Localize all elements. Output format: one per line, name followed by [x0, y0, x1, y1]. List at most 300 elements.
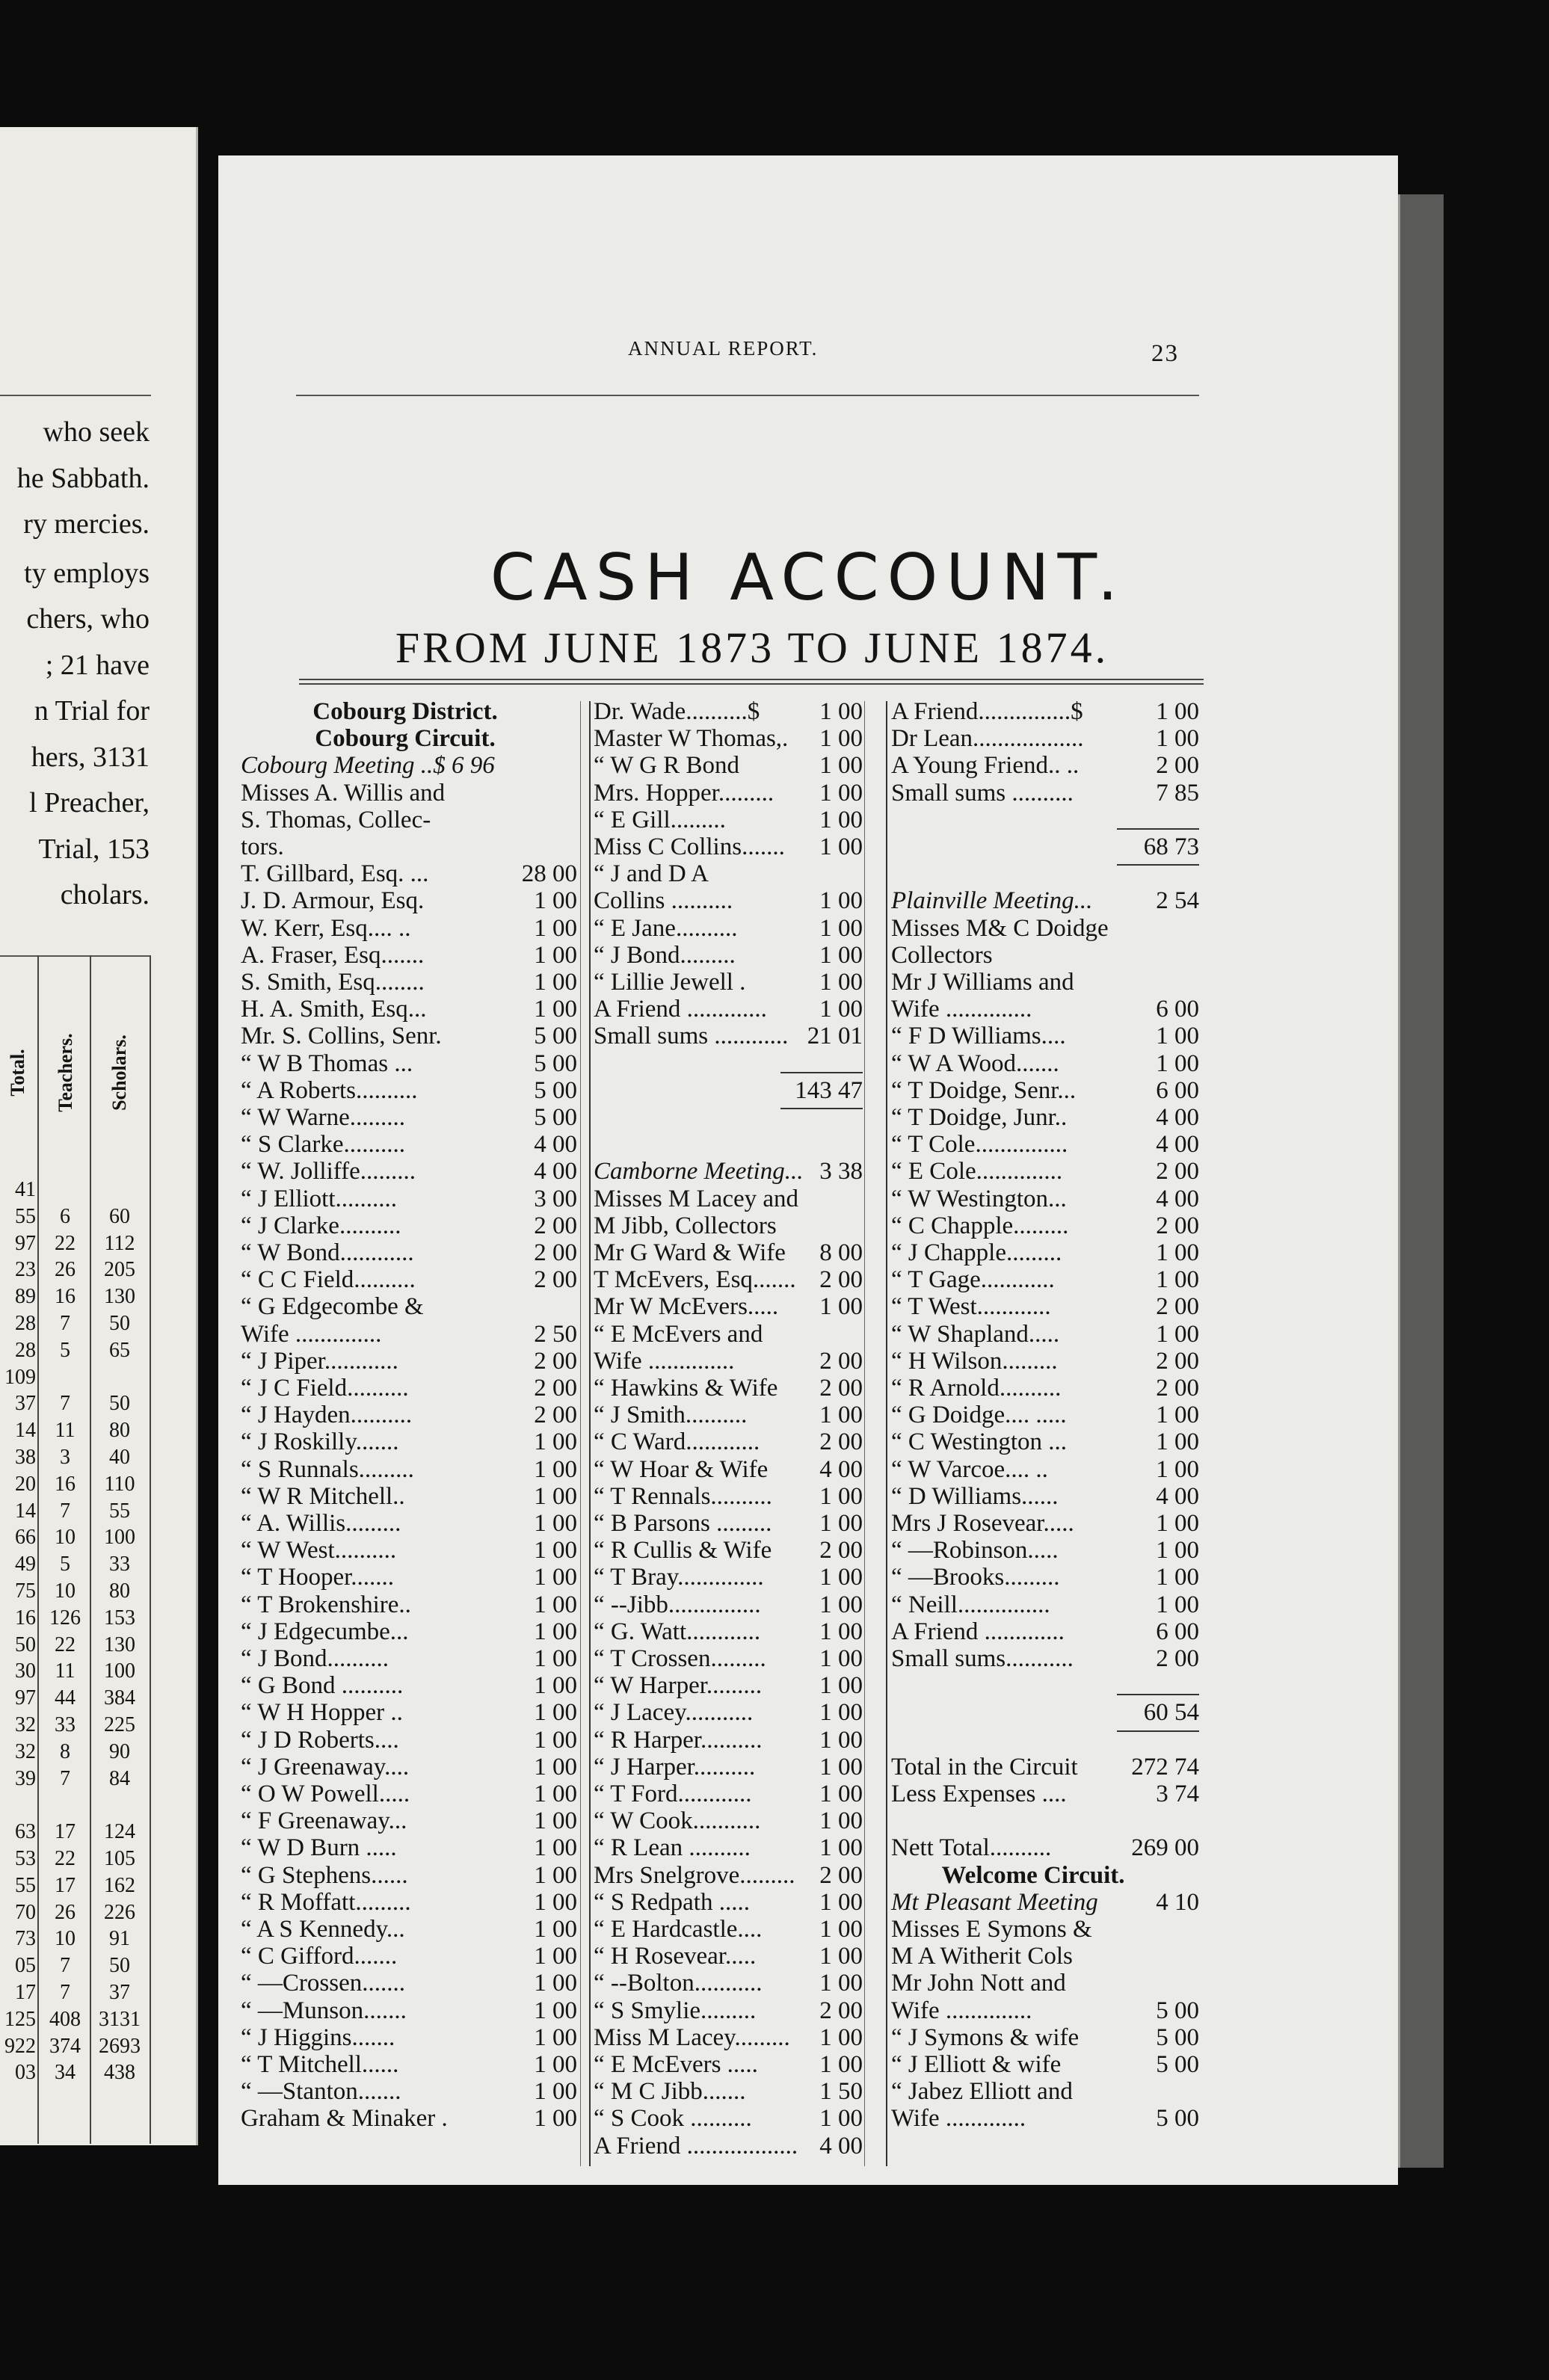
scholars-cell: 84 [109, 1766, 130, 1790]
entry-amount: 5 00 [534, 1023, 577, 1050]
entry-description: “ —Crossen....... [241, 1970, 405, 1997]
scholars-cell: 50 [109, 1392, 130, 1416]
entry-amount: 6 00 [1156, 1076, 1199, 1104]
entry-amount: 4 00 [1156, 1185, 1199, 1212]
entry-amount: 1 00 [534, 2078, 577, 2106]
entry-description: Small sums .......... [891, 779, 1074, 807]
entry-amount: 2 00 [819, 1428, 863, 1456]
entry-description: “ J Lacey........... [594, 1699, 754, 1727]
entry-amount: 1 00 [819, 698, 863, 725]
entry-description: Small sums........... [891, 1645, 1074, 1672]
total-cell: 32 [15, 1739, 36, 1763]
entry-amount: 2 00 [1156, 1645, 1199, 1672]
entry-amount: 269 00 [1131, 1834, 1199, 1862]
total-cell: 30 [15, 1659, 36, 1683]
entry-amount: 1 00 [1156, 1564, 1199, 1591]
entry-description: Wife .............. [891, 1997, 1032, 2024]
ledger-entry [891, 1915, 1199, 1943]
ledger-entry [241, 1780, 577, 1808]
teachers-cell: 44 [55, 1686, 76, 1710]
entry-description: “ T Mitchell...... [241, 2051, 399, 2078]
ledger-entry [594, 1834, 863, 1862]
table-row [0, 1579, 151, 1603]
entry-description: A Friend ............. [594, 996, 767, 1023]
ledger-entry [891, 968, 1199, 996]
ledger-entry [891, 1076, 1199, 1105]
teachers-cell: 11 [55, 1419, 76, 1443]
ledger-entry [241, 1942, 577, 1970]
entry-amount: 7 85 [1156, 779, 1199, 807]
ledger-entry [594, 1888, 863, 1917]
entry-amount: 1 00 [534, 1455, 577, 1483]
ledger-entry [891, 1455, 1199, 1484]
entry-description: “ G Edgecombe & [241, 1293, 424, 1321]
entry-amount: 1 00 [534, 1970, 577, 1997]
scholars-cell: 384 [104, 1686, 135, 1710]
scholars-cell: 2693 [99, 2034, 141, 2058]
entry-description: Mr G Ward & Wife [594, 1239, 786, 1266]
entry-description: “ W Warne......... [241, 1104, 406, 1131]
entry-description: “ W Varcoe.... .. [891, 1455, 1048, 1483]
entry-description: M A Witherit Cols [891, 1943, 1073, 1970]
entry-amount: 1 00 [819, 833, 863, 860]
entry-description: “ R Lean .......... [594, 1834, 751, 1862]
entry-amount: 1 00 [534, 1888, 577, 1916]
entry-description: S. Thomas, Collec- [241, 806, 431, 833]
ledger-entry [241, 1455, 577, 1484]
entry-description: Collins .......... [594, 887, 733, 915]
entry-description: “ W. Jolliffe......... [241, 1158, 416, 1186]
entry-amount: 4 00 [534, 1158, 577, 1186]
entry-description: Mrs. Hopper......... [594, 779, 774, 807]
total-cell: 97 [15, 1231, 36, 1255]
ledger-entry [594, 806, 863, 834]
ledger-entry [594, 1401, 863, 1429]
table-row [0, 1767, 151, 1791]
entry-description: A Young Friend.. .. [891, 752, 1080, 780]
scholars-cell: 124 [104, 1820, 135, 1844]
entry-description: “ J Hayden.......... [241, 1402, 413, 1429]
entry-amount: 1 00 [534, 1943, 577, 1970]
entry-description: “ S Runnals......... [241, 1455, 414, 1483]
entry-amount: 4 00 [1156, 1131, 1199, 1159]
entry-amount: 2 00 [819, 1266, 863, 1294]
ledger-entry [891, 1022, 1199, 1050]
ledger-entry [241, 779, 577, 807]
scholars-cell: 80 [109, 1579, 130, 1603]
previous-page-rule [0, 395, 151, 396]
ledger-entry [241, 1563, 577, 1591]
ledger-entry [594, 1618, 863, 1646]
ledger-entry [241, 1374, 577, 1402]
ledger-entry [594, 1292, 863, 1321]
entry-description: tors. [241, 833, 284, 860]
entry-amount: 4 00 [1156, 1482, 1199, 1510]
entry-amount: 1 00 [1156, 1510, 1199, 1537]
entry-description: Collectors [891, 941, 993, 969]
teachers-cell: 26 [55, 1900, 76, 1924]
ledger-entry [594, 1212, 863, 1240]
entry-description: Mt Pleasant Meeting [891, 1888, 1098, 1916]
entry-description: “ --Jibb............... [594, 1591, 761, 1618]
ledger-entry [891, 1320, 1199, 1348]
ledger-entry [241, 1753, 577, 1781]
entry-description: “ C Ward............ [594, 1428, 760, 1456]
page-edge [1398, 194, 1444, 2168]
table-row [0, 1954, 151, 1978]
entry-amount: 1 00 [534, 1564, 577, 1591]
previous-page [0, 127, 198, 2145]
entry-amount: 1 00 [534, 996, 577, 1023]
total-cell: 97 [15, 1686, 36, 1710]
entry-amount: 1 00 [534, 1753, 577, 1781]
table-row [0, 1205, 151, 1229]
entry-amount: 2 00 [534, 1239, 577, 1266]
entry-amount: 1 00 [819, 1672, 863, 1700]
teachers-cell: 5 [60, 1338, 70, 1362]
ledger-entry [241, 860, 577, 888]
entry-amount: 3 00 [534, 1185, 577, 1212]
ledger-entry [891, 1807, 1199, 1835]
scholars-cell: 90 [109, 1739, 130, 1763]
ledger-entry [594, 995, 863, 1023]
ledger-entry [241, 1997, 577, 2025]
entry-amount: 1 00 [534, 1482, 577, 1510]
entry-description: W. Kerr, Esq.... .. [241, 914, 411, 942]
entry-description: “ J and D A [594, 860, 709, 888]
ledger-entry [241, 914, 577, 943]
entry-description: A. Fraser, Esq....... [241, 941, 425, 969]
entry-description: “ —Stanton....... [241, 2078, 401, 2106]
ledger-entry [891, 1644, 1199, 1673]
entry-amount: 272 74 [1131, 1753, 1199, 1781]
entry-description: “ T Cole............... [891, 1131, 1068, 1159]
entry-amount: 1 00 [1156, 1266, 1199, 1294]
ledger-entry [241, 1671, 577, 1700]
entry-description: “ W B Thomas ... [241, 1049, 413, 1077]
scholars-cell: 225 [104, 1713, 135, 1736]
entry-amount: 1 00 [819, 2023, 863, 2051]
running-head: ANNUAL REPORT. [628, 337, 819, 360]
table-row [0, 1740, 151, 1764]
ledger-entry [594, 1022, 863, 1050]
table-row [0, 1499, 151, 1523]
entry-description: “ W H Hopper .. [241, 1699, 403, 1727]
entry-amount: 5 00 [1156, 2023, 1199, 2051]
entry-description: Total in the Circuit [891, 1753, 1078, 1781]
ledger-entry [891, 1103, 1199, 1132]
table-row [0, 2035, 151, 2059]
entry-amount: 1 00 [819, 1482, 863, 1510]
entry-description: Mrs Snelgrove......... [594, 1861, 795, 1889]
entry-description: “ J Chapple......... [891, 1239, 1062, 1266]
scholars-cell: 100 [104, 1526, 135, 1550]
ledger-entry [891, 1157, 1199, 1186]
teachers-cell: 408 [49, 2007, 81, 2031]
table-row [0, 1874, 151, 1898]
table-row [0, 1847, 151, 1871]
column-header-total: Total. [7, 1049, 28, 1097]
entry-description: “ H Rosevear..... [594, 1943, 757, 1970]
entry-description: “ W Shapland..... [891, 1320, 1060, 1348]
entry-description: “ --Bolton........... [594, 1970, 763, 1997]
entry-description: Cobourg Meeting ..$ 6 96 [241, 752, 495, 780]
title-rule [299, 679, 1204, 680]
entry-amount: 1 00 [534, 1699, 577, 1727]
entry-description: “ F Greenaway... [241, 1807, 407, 1835]
prose-line: hers, 3131 [31, 741, 150, 773]
teachers-cell: 22 [55, 1633, 76, 1656]
ledger-entry [891, 1265, 1199, 1294]
ledger-entry [891, 1726, 1199, 1754]
teachers-cell: 126 [49, 1606, 81, 1630]
teachers-cell: 8 [60, 1739, 70, 1763]
entry-description: “ M C Jibb....... [594, 2078, 746, 2106]
page [218, 155, 1398, 2185]
total-cell: 03 [15, 2061, 36, 2085]
entry-amount: 1 00 [1156, 1402, 1199, 1429]
total-cell: 55 [15, 1873, 36, 1897]
entry-amount: 1 00 [534, 1645, 577, 1672]
entry-description: Mr John Nott and [891, 1970, 1066, 1997]
entry-description: Wife .............. [891, 996, 1032, 1023]
entry-description: Dr Lean.................. [891, 725, 1084, 753]
ledger-entry [594, 833, 863, 861]
table-row [0, 1820, 151, 1844]
table-row [0, 1366, 151, 1390]
ledger-entry [241, 1103, 577, 1132]
teachers-cell: 7 [60, 1954, 70, 1978]
entry-amount: 3 38 [819, 1158, 863, 1186]
ledger-entry [891, 1292, 1199, 1321]
entry-amount: 6 00 [1156, 996, 1199, 1023]
entry-description: “ W West.......... [241, 1537, 397, 1564]
entry-description: “ J D Roberts.... [241, 1726, 399, 1754]
entry-amount: 4 00 [1156, 1104, 1199, 1131]
ledger-entry [891, 751, 1199, 780]
entry-description: “ Hawkins & Wife [594, 1375, 778, 1402]
table-row [0, 1686, 151, 1710]
ledger-entry [241, 1212, 577, 1240]
prose-line: ry mercies. [23, 508, 150, 540]
teachers-cell: 16 [55, 1285, 76, 1309]
scholars-cell: 3131 [99, 2007, 141, 2031]
ledger-entry [594, 1265, 863, 1294]
prose-line: chers, who [26, 603, 150, 635]
ledger-entry [241, 1644, 577, 1673]
ledger-entry [594, 779, 863, 807]
entry-amount: 2 00 [534, 1212, 577, 1239]
teachers-cell: 374 [49, 2034, 81, 2058]
entry-description: Nett Total.......... [891, 1834, 1052, 1862]
teachers-cell: 10 [55, 1927, 76, 1951]
subtotal-rule [1117, 828, 1199, 830]
column-divider [886, 701, 887, 2166]
ledger-entry [241, 724, 577, 753]
entry-description: “ T Brokenshire.. [241, 1591, 411, 1618]
ledger-entry [241, 1292, 577, 1321]
ledger-entry [594, 1428, 863, 1456]
entry-amount: 1 00 [534, 887, 577, 915]
entry-description: “ J Elliott.......... [241, 1185, 397, 1212]
entry-description: Miss M Lacey......... [594, 2023, 790, 2051]
entry-description: “ J Roskilly....... [241, 1428, 399, 1456]
ledger-entry [891, 1618, 1199, 1646]
scholars-cell: 112 [104, 1231, 135, 1255]
ledger-entry [594, 1455, 863, 1484]
ledger-entry [594, 1347, 863, 1375]
entry-amount: 1 00 [534, 1834, 577, 1862]
entry-amount: 2 00 [1156, 1375, 1199, 1402]
entry-description: “ H Wilson......... [891, 1347, 1058, 1375]
total-cell: 17 [15, 1981, 36, 2004]
ledger-entry [594, 697, 863, 726]
entry-description: “ E Gill......... [594, 806, 726, 833]
entry-description: “ W R Mitchell.. [241, 1482, 405, 1510]
entry-description: Mr J Williams and [891, 969, 1074, 996]
ledger-entry [594, 941, 863, 969]
teachers-cell: 22 [55, 1231, 76, 1255]
ledger-entry [891, 1698, 1199, 1727]
ledger-entry [594, 1861, 863, 1890]
entry-description: “ E Hardcastle.... [594, 1916, 763, 1943]
ledger-entry [891, 1969, 1199, 1997]
ledger-entry [891, 1482, 1199, 1511]
entry-description: “ J Elliott & wife [891, 2051, 1062, 2078]
prose-line: n Trial for [34, 695, 150, 727]
entry-description: Wife .............. [594, 1347, 735, 1375]
scholars-cell: 50 [109, 1312, 130, 1335]
entry-amount: 1 00 [819, 1591, 863, 1618]
teachers-cell: 16 [55, 1472, 76, 1496]
ledger-entry [241, 1698, 577, 1727]
entry-amount: 2 50 [534, 1320, 577, 1348]
teachers-cell: 7 [60, 1499, 70, 1523]
ledger-entry [241, 1428, 577, 1456]
scholars-cell: 37 [109, 1981, 130, 2004]
ledger-entry [891, 1130, 1199, 1159]
ledger-entry [241, 1022, 577, 1050]
entry-description: “ W A Wood....... [891, 1049, 1059, 1077]
ledger-entry [594, 1509, 863, 1538]
ledger-entry [241, 1401, 577, 1429]
total-cell: 39 [15, 1766, 36, 1790]
scholars-cell: 130 [104, 1285, 135, 1309]
ledger-entry [241, 1807, 577, 1835]
ledger-entry [241, 1509, 577, 1538]
total-cell: 73 [15, 1927, 36, 1951]
entry-description: M Jibb, Collectors [594, 1212, 777, 1239]
entry-amount: 2 00 [819, 1861, 863, 1889]
entry-amount: 1 00 [819, 1807, 863, 1835]
ledger-entry [241, 1969, 577, 1997]
teachers-cell: 10 [55, 1526, 76, 1550]
entry-description: Miss C Collins....... [594, 833, 785, 860]
scholars-cell: 91 [109, 1927, 130, 1951]
entry-description: “ R Arnold.......... [891, 1375, 1062, 1402]
total-cell: 922 [4, 2034, 36, 2058]
total-cell: 55 [15, 1204, 36, 1228]
ledger-entry [241, 2050, 577, 2079]
entry-description: “ R Cullis & Wife [594, 1537, 772, 1564]
table-row [0, 1553, 151, 1576]
entry-amount: 1 00 [534, 1618, 577, 1645]
ledger-entry [594, 1671, 863, 1700]
total-cell: 28 [15, 1312, 36, 1335]
entry-description: “ J Edgecumbe... [241, 1618, 409, 1645]
entry-description: T McEvers, Esq....... [594, 1266, 796, 1294]
entry-amount: 2 00 [1156, 1212, 1199, 1239]
scholars-cell: 100 [104, 1659, 135, 1683]
entry-description: Small sums ............ [594, 1023, 789, 1050]
scholars-cell: 80 [109, 1419, 130, 1443]
entry-description: “ W D Burn ..... [241, 1834, 397, 1862]
total-cell: 20 [15, 1472, 36, 1496]
entry-amount: 1 00 [1156, 1049, 1199, 1077]
ledger-entry [594, 1482, 863, 1511]
ledger-entry [241, 1834, 577, 1862]
entry-amount: 1 00 [1156, 1239, 1199, 1266]
ledger-entry [891, 1239, 1199, 1267]
entry-amount: 60 54 [1143, 1699, 1199, 1727]
entry-description: “ J Higgins....... [241, 2023, 395, 2051]
ledger-entry [594, 724, 863, 753]
ledger-entry [891, 1536, 1199, 1564]
table-row [0, 1633, 151, 1657]
ledger-entry [241, 1861, 577, 1890]
previous-page-prose [0, 410, 150, 919]
entry-amount: 2 00 [534, 1402, 577, 1429]
ledger-entry [241, 806, 577, 834]
entry-description: “ D Williams...... [891, 1482, 1059, 1510]
ledger-entry [241, 1130, 577, 1159]
entry-description: Graham & Minaker . [241, 2105, 448, 2133]
ledger-entry [891, 2023, 1199, 2052]
ledger-entry [891, 1942, 1199, 1970]
entry-description: “ E Cole.............. [891, 1158, 1063, 1186]
entry-amount: 1 00 [534, 1428, 577, 1456]
entry-description: “ W Harper......... [594, 1672, 763, 1700]
entry-description: Mr. S. Collins, Senr. [241, 1023, 442, 1050]
ledger-entry [891, 779, 1199, 807]
entry-amount: 28 00 [521, 860, 577, 888]
entry-description: “ J Greenaway.... [241, 1753, 410, 1781]
entry-amount: 1 00 [1156, 1455, 1199, 1483]
entry-description: “ T Bray.............. [594, 1564, 764, 1591]
entry-description: Camborne Meeting... [594, 1158, 804, 1186]
ledger-entry [594, 1076, 863, 1105]
entry-amount: 6 00 [1156, 1618, 1199, 1645]
entry-amount: 5 00 [1156, 1997, 1199, 2024]
entry-amount: 1 00 [1156, 1591, 1199, 1618]
entry-amount: 1 50 [819, 2078, 863, 2106]
entry-description: Master W Thomas,. [594, 725, 789, 753]
scholars-cell: 226 [104, 1900, 135, 1924]
amount-divider [580, 701, 581, 2166]
ledger-entry [594, 968, 863, 996]
scholars-cell: 50 [109, 1954, 130, 1978]
entry-description: Misses M Lacey and [594, 1185, 799, 1212]
entry-description: A Friend...............$ [891, 698, 1083, 725]
entry-amount: 1 00 [819, 1510, 863, 1537]
column-header-teachers: Teachers. [55, 1033, 76, 1112]
table-row [0, 2008, 151, 2032]
ledger-entry [594, 1536, 863, 1564]
ledger-entry [241, 941, 577, 969]
entry-amount: 1 00 [534, 1510, 577, 1537]
scholars-cell: 153 [104, 1606, 135, 1630]
scholars-cell: 162 [104, 1873, 135, 1897]
